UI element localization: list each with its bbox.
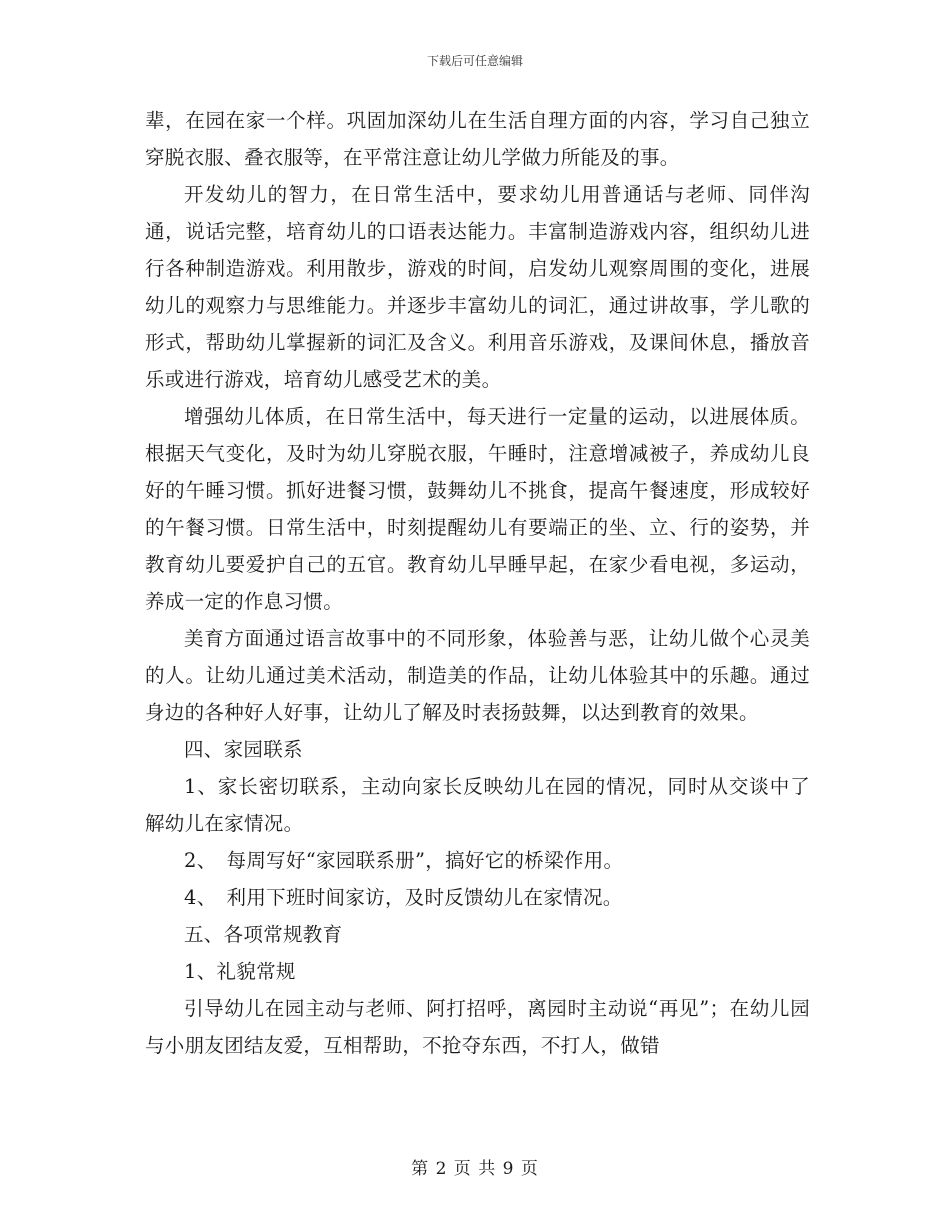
subsection-heading-etiquette: 1、礼貌常规 [184,960,296,983]
section-heading-routine: 五、各项常规教育 [184,923,343,946]
page-header: 下载后可任意编辑 [426,54,523,68]
document-body [145,102,810,1064]
paragraph-physique: 增强幼儿体质，在日常生活中，每天进行一定量的运动，以进展体质。根据天气变化，及时为幼儿穿脱衣服，午睡时，注意增减被子，养成幼儿良好的午睡习惯。抓好进餐习惯，鼓舞幼儿不挑食，提高午餐速度，形成较好的午餐习惯。日常生活中，时刻提醒幼儿有要端正的坐、立、行的姿势，并教育幼儿要爱护自己的五官。教育幼儿早睡早起，在家少看电视，多运动，养成一定的作息习惯。 [145,405,810,613]
section-heading-home-school: 四、家园联系 [184,738,303,761]
paragraph-continuation: 辈，在园在家一个样。巩固加深幼儿在生活自理方面的内容，学习自己独立穿脱衣服、叠衣服等，在平常注意让幼儿学做力所能及的事。 [145,109,810,169]
paragraph-intelligence: 开发幼儿的智力，在日常生活中，要求幼儿用普通话与老师、同伴沟通，说话完整，培育幼儿的口语表达能力。丰富制造游戏内容，组织幼儿进行各种制造游戏。利用散步，游戏的时间，启发幼儿观察周围的变化，进展幼儿的观察力与思维能力。并逐步丰富幼儿的词汇，通过讲故事，学儿歌的形式，帮助幼儿掌握新的词汇及含义。利用音乐游戏，及课间休息，播放音乐或进行游戏，培育幼儿感受艺术的美。 [145,183,810,391]
page-number: 第 2 页 共 9 页 [411,1159,539,1179]
list-item-1: 1、家长密切联系，主动向家长反映幼儿在园的情况，同时从交谈中了解幼儿在家情况。 [145,775,810,835]
paragraph-etiquette: 引导幼儿在园主动与老师、阿打招呼，离园时主动说“再见”；在幼儿园与小朋友团结友爱，互相帮助，不抢夺东西，不打人，做错 [145,997,810,1057]
paragraph-aesthetic: 美育方面通过语言故事中的不同形象，体验善与恶，让幼儿做个心灵美的人。让幼儿通过美术活动，制造美的作品，让幼儿体验其中的乐趣。通过身边的各种好人好事，让幼儿了解及时表扬鼓舞，以达到教育的效果。 [145,627,810,724]
list-item-2: 2、 每周写好“家园联系册”，搞好它的桥梁作用。 [184,849,624,872]
list-item-4: 4、 利用下班时间家访，及时反馈幼儿在家情况。 [184,886,623,909]
